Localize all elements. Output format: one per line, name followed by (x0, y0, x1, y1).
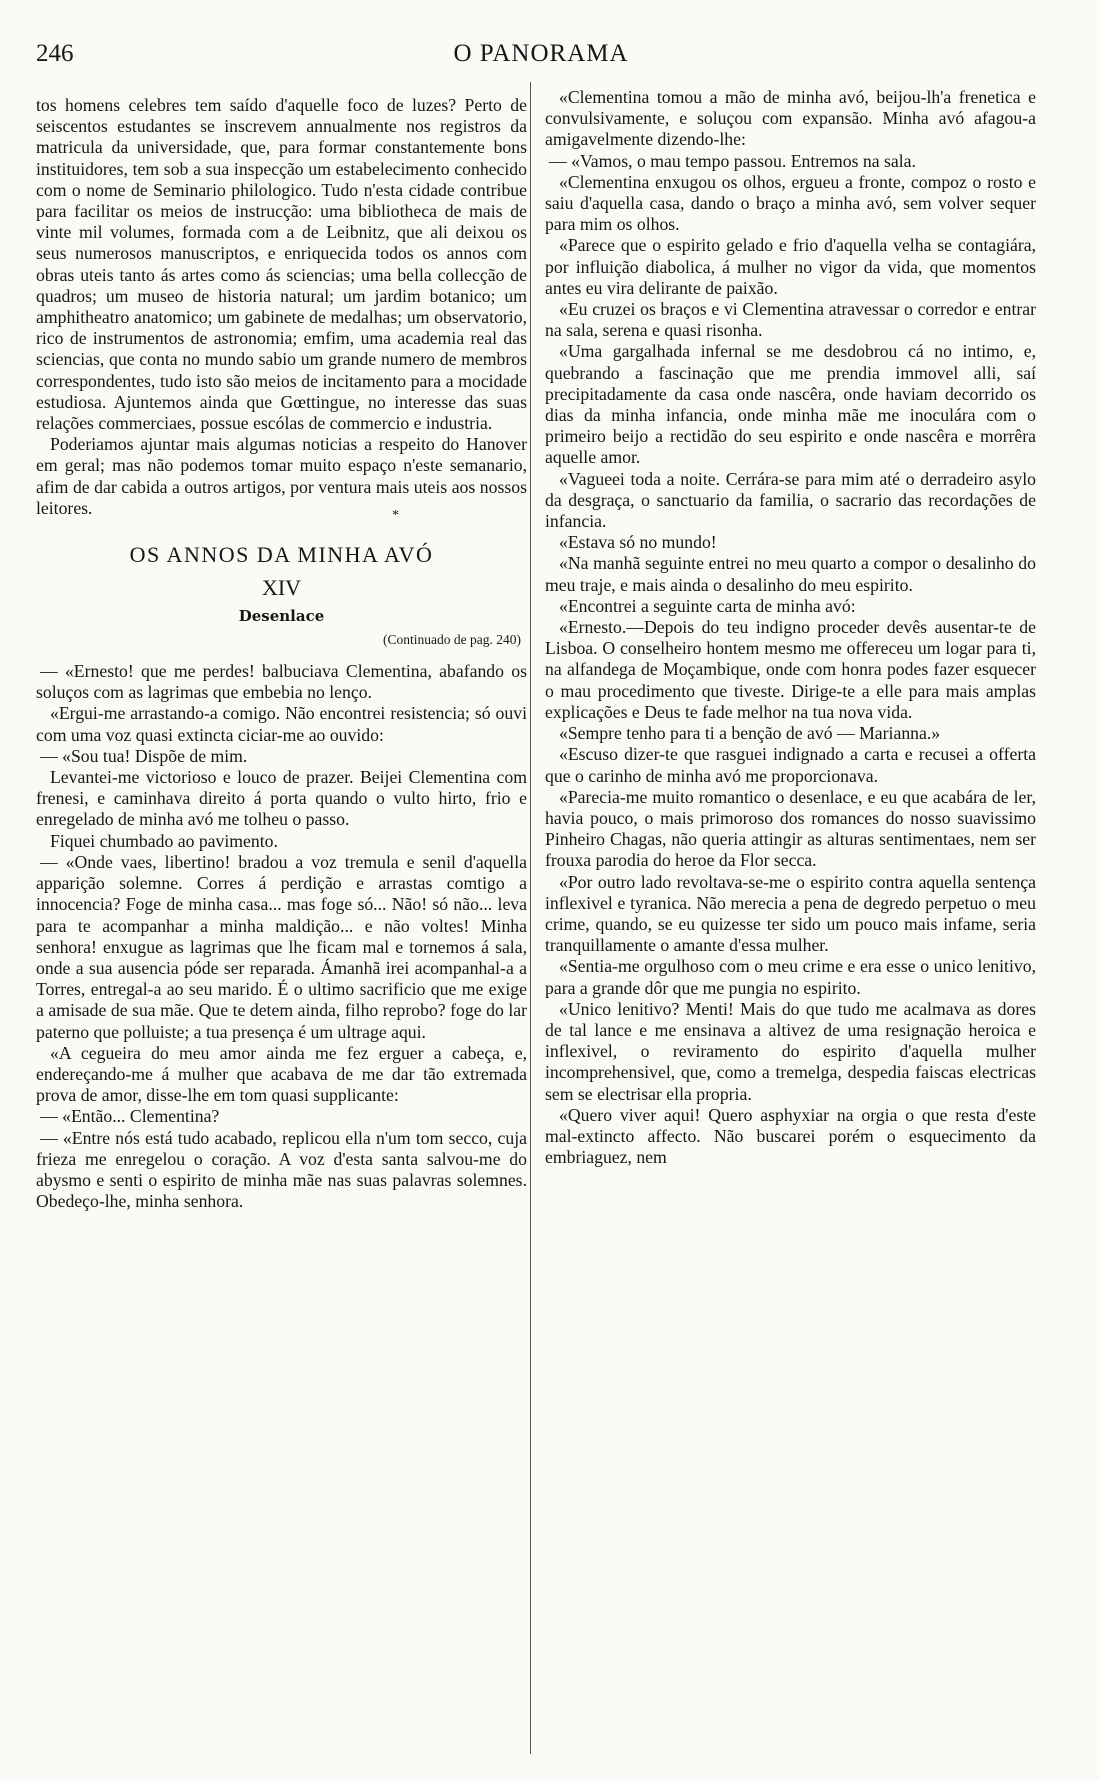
separator-mark: * (392, 508, 399, 524)
left-column (36, 95, 527, 1212)
paragraph: — «Entre nós está tudo acabado, replicou ella n'um tom secco, cuja frieza me enregelou o coração. A voz d'esta santa salvou-me do abysmo e senti o espirito de minha mãe nas suas palavras solemnes. Obedeço-lhe, minha senhora. (36, 1127, 527, 1212)
paragraph: «Parece que o espirito gelado e frio d'aquella velha se contagiára, por influição diabolica, á mulher no vigor da vida, que momentos antes eu vira delirante de paixão. (545, 235, 1036, 298)
paragraph: «Encontrei a seguinte carta de minha avó: (559, 595, 856, 616)
article-title: OS ANNOS DA MINHA AVÓ (129, 542, 434, 568)
column-divider (530, 82, 531, 1754)
paragraph: — «Então... Clementina? (40, 1106, 220, 1127)
paragraph: Levantei-me victorioso e louco de prazer. Beijei Clementina com frenesi, e caminhava direito á porta quando o vulto hirto, frio e enregelado de minha avó me tolheu o passo. (36, 767, 527, 830)
continuation-note: (Continuado de pag. 240) (383, 632, 521, 648)
paragraph: Poderiamos ajuntar mais algumas noticias a respeito do Hanover em geral; mas não podemos tomar muito espaço n'este semanario, afim de dar cabida a outros artigos, por ventura mais uteis aos nossos leitores. (36, 434, 527, 518)
chapter-number: XIV (261, 575, 302, 601)
page-header (36, 40, 1046, 74)
paragraph: «Clementina tomou a mão de minha avó, beijou-lh'a frenetica e convulsivamente, e soluçou com expansão. Minha avó afagou-a amigavelmente dizendo-lhe: (545, 87, 1036, 150)
paragraph: «A cegueira do meu amor ainda me fez erguer a cabeça, e, endereçando-me á mulher que acabava de me dar tão extremada prova de amor, disse-lhe em tom quasi supplicante: (36, 1042, 527, 1106)
paragraph: «Clementina enxugou os olhos, ergueu a fronte, compoz o rosto e saiu d'aquella casa, dando o braço a minha avó, sem volver sequer para mim os olhos. (545, 171, 1036, 235)
paragraph: «Eu cruzei os braços e vi Clementina atravessar o corredor e entrar na sala, serena e quasi risonha. (545, 299, 1036, 341)
paragraph: — «Vamos, o mau tempo passou. Entremos na sala. (549, 150, 916, 171)
paragraph: Fiquei chumbado ao pavimento. (50, 830, 278, 851)
right-column (545, 87, 1036, 1168)
paragraph: tos homens celebres tem saído d'aquelle foco de luzes? Perto de seiscentos estudantes se inscrevem annualmente nos registros da matricula da universidade, que, para formar constantemente bons instituidores, tem sob a sua inspecção um estabelecimento conhecido com o nome de Seminario philologico. Tudo n'esta cidade contribue para facilitar os meios de instrucção: uma bibliotheca de mais de vinte mil volumes, formada com a de Leibnitz, que ali deixou os seus numerosos manuscriptos, e enriquecida todos os annos com obras uteis tanto ás artes como ás sciencias; uma bella collecção de quadros; um museo de historia natural; um jardim botanico; um amphitheatro anatomico; um gabinete de medalhas; um observatorio, rico de instrumentos de astronomia; emfim, uma academia real das sciencias, que conta no mundo sabio um grande numero de membros correspondentes, tudo isto são meios de incitamento para a mocidade estudiosa. Ajuntemos ainda que Gœttingue, no interesse das suas relações commerciaes, possue escólas de commercio e industria. (36, 95, 527, 434)
paragraph: «Sentia-me orgulhoso com o meu crime e era esse o unico lenitivo, para a grande dôr que me pungia no espirito. (545, 956, 1036, 998)
running-title: O PANORAMA (453, 40, 629, 67)
page-number: 246 (36, 40, 74, 67)
paragraph: «Por outro lado revoltava-se-me o espirito contra aquella sentença inflexivel e tyranica. Não merecia a pena de degredo perpetuo o meu crime, quando, se eu quizesse ter sido um pouco mais infame, seria tranquillamente o amante d'essa mulher. (545, 871, 1036, 956)
paragraph: — «Ernesto! que me perdes! balbuciava Clementina, abafando os soluços com as lagrimas que embebia no lenço. (36, 661, 527, 703)
chapter-title: Desenlace (238, 607, 325, 626)
paragraph: «Estava só no mundo! (559, 532, 717, 553)
paragraph: — «Onde vaes, libertino! bradou a voz tremula e senil d'aquella apparição solemne. Corres á perdição e arrastas comtigo a innocencia? Foge de minha casa... mas foge só... Não! só não... leva para te acompanhar a minha maldição... e não voltes! Minha senhora! enxugue as lagrimas que lhe ficam mal e tornemos á sala, onde a sua ausencia póde ser reparada. Ámanhã irei acompanhal-a a Torres, entregal-a ao seu marido. É o ultimo sacrificio que me exige a amisade de sua mãe. Que te detem ainda, filho reprobo? foge do lar paterno que polluiste; a tua presença é um ultrage aqui. (36, 851, 527, 1042)
paragraph: «Uma gargalhada infernal se me desdobrou cá no intimo, e, quebrando a fascinação que me prendia immovel alli, saí precipitadamente da casa onde nascêra, onde haviam decorrido os dias da minha infancia, onde minha mãe me inoculára com o primeiro beijo a rectidão do seu espirito e onde nascêra e morrêra aquelle amor. (545, 341, 1036, 468)
article-heading (36, 541, 527, 651)
paragraph: — «Sou tua! Dispõe de mim. (40, 745, 248, 766)
paragraph: «Quero viver aqui! Quero asphyxiar na orgia o que resta d'este mal-extincto affecto. Não buscarei porém o esquecimento da embriaguez, nem (545, 1104, 1036, 1168)
paragraph: «Escuso dizer-te que rasguei indignado a carta e recusei a offerta que o carinho de minha avó me proporcionava. (545, 744, 1036, 786)
paragraph: «Na manhã seguinte entrei no meu quarto a compor o desalinho do meu traje, e mais ainda o desalinho do meu espirito. (545, 553, 1036, 595)
paragraph: «Ergui-me arrastando-a comigo. Não encontrei resistencia; só ouvi com uma voz quasi extincta ciciar-me ao ouvido: (36, 703, 527, 745)
paragraph: «Vagueei toda a noite. Cerrára-se para mim até o derradeiro asylo da desgraça, o sanctuario da familia, o sacrario das recordações de infancia. (545, 468, 1036, 532)
letter-signature: «Sempre tenho para ti a benção de avó — Marianna.» (559, 723, 941, 744)
paragraph: «Parecia-me muito romantico o desenlace, e eu que acabára de ler, havia pouco, o mais primoroso dos romances do nosso suavissimo Pinheiro Chagas, não queria attingir as alturas sentimentaes, nem ser frouxa parodia do heroe da Flor secca. (545, 786, 1036, 871)
letter-paragraph: «Ernesto.—Depois do teu indigno proceder devês ausentar-te de Lisboa. O conselheiro hontem mesmo me offereceu um logar para ti, na alfandega de Moçambique, onde com honra podes fazer esquecer o mau procedimento que tiveste. Dirige-te a elle para mais amplas explicações e Deus te fade melhor na tua nova vida. (545, 617, 1036, 722)
paragraph: «Unico lenitivo? Menti! Mais do que tudo me acalmava as dores de tal lance e me ensinava a altivez de uma resignação heroica e inflexivel, o reviramento do espirito d'aquella mulher incomprehensivel, que, como a tremelga, despedia faiscas electricas sem se electrisar ella propria. (545, 998, 1036, 1104)
